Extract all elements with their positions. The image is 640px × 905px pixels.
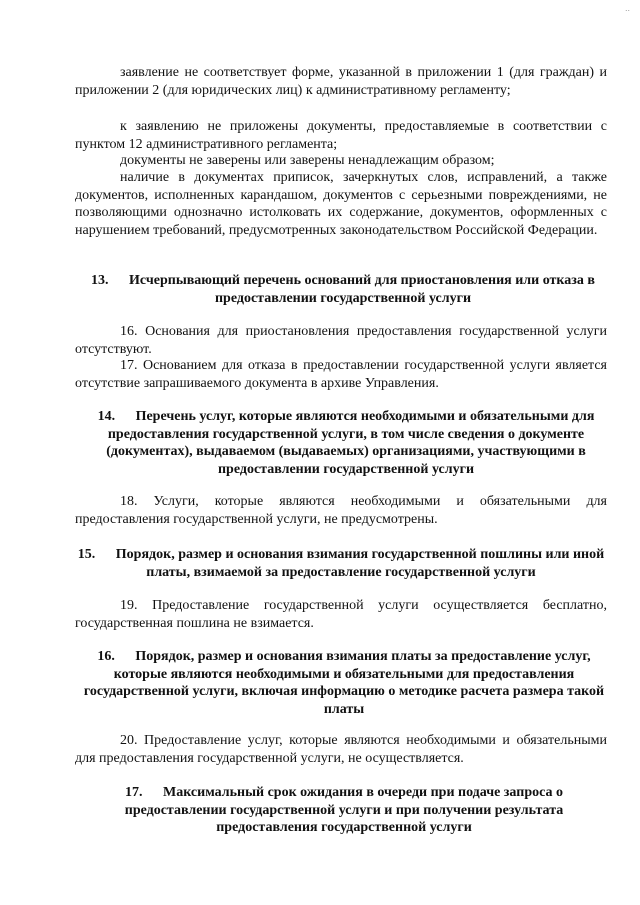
- section-title: Исчерпывающий перечень оснований для приостановления или отказа в предоставлении государственной услуги: [129, 273, 595, 306]
- section-heading-13: [78, 272, 608, 307]
- section-number: 13.: [91, 273, 109, 288]
- paragraph: 17. Основанием для отказа в предоставлении государственной услуги является отсутствие запрашиваемого документа в архиве Управления.: [75, 358, 607, 391]
- corner-mark: ..: [624, 3, 630, 13]
- section-title: Порядок, размер и основания взимания платы за предоставление услуг, которые являются необходимыми и обязательными для предоставления государственной услуги, включая информацию о методике расчета размера такой платы: [83, 649, 605, 717]
- section-heading-14: [90, 408, 602, 478]
- section-title: Максимальный срок ожидания в очереди при подаче запроса о предоставлении государственной услуги и при получении результата предоставления государственной услуги: [124, 785, 564, 835]
- paragraph: 16. Основания для приостановления предоставления государственной услуги отсутствуют.: [75, 324, 607, 357]
- section-heading-16: [80, 648, 608, 718]
- paragraph: документы не заверены или заверены ненадлежащим образом;: [120, 153, 495, 168]
- section-title: Перечень услуг, которые являются необходимыми и обязательными для предоставления государственной услуги, в том числе сведения о документе (документах), выдаваемом (выдаваемых) организациями, участвующими в предоставлении государственной услуги: [106, 409, 595, 477]
- section-number: 17.: [125, 785, 143, 800]
- paragraph: 20. Предоставление услуг, которые являются необходимыми и обязательными для предоставления государственной услуги, не осуществляется.: [75, 733, 607, 766]
- paragraph: к заявлению не приложены документы, предоставляемые в соответствии с пунктом 12 административного регламента;: [75, 119, 607, 152]
- section-number: 16.: [97, 649, 115, 664]
- section-title: Порядок, размер и основания взимания государственной пошлины или иной платы, взимаемой за предоставление государственной услуги: [115, 547, 605, 580]
- section-number: 15.: [77, 547, 96, 562]
- paragraph: 19. Предоставление государственной услуги осуществляется бесплатно, государственная пошлина не взимается.: [75, 598, 607, 631]
- section-heading-17: [104, 784, 584, 837]
- paragraph: заявление не соответствует форме, указанной в приложении 1 (для граждан) и приложении 2 (для юридических лиц) к административному регламенту;: [75, 65, 607, 98]
- paragraph: 18. Услуги, которые являются необходимыми и обязательными для предоставления государственной услуги, не предусмотрены.: [75, 494, 607, 527]
- section-heading-15: [76, 546, 606, 581]
- paragraph: наличие в документах приписок, зачеркнутых слов, исправлений, а также документов, исполненных карандашом, документов с серьезными повреждениями, не позволяющими однозначно истолковать их содержание, документов, оформленных с нарушением требований, предусмотренных законодательством Российской Федерации.: [75, 170, 607, 238]
- section-number: 14.: [97, 409, 116, 424]
